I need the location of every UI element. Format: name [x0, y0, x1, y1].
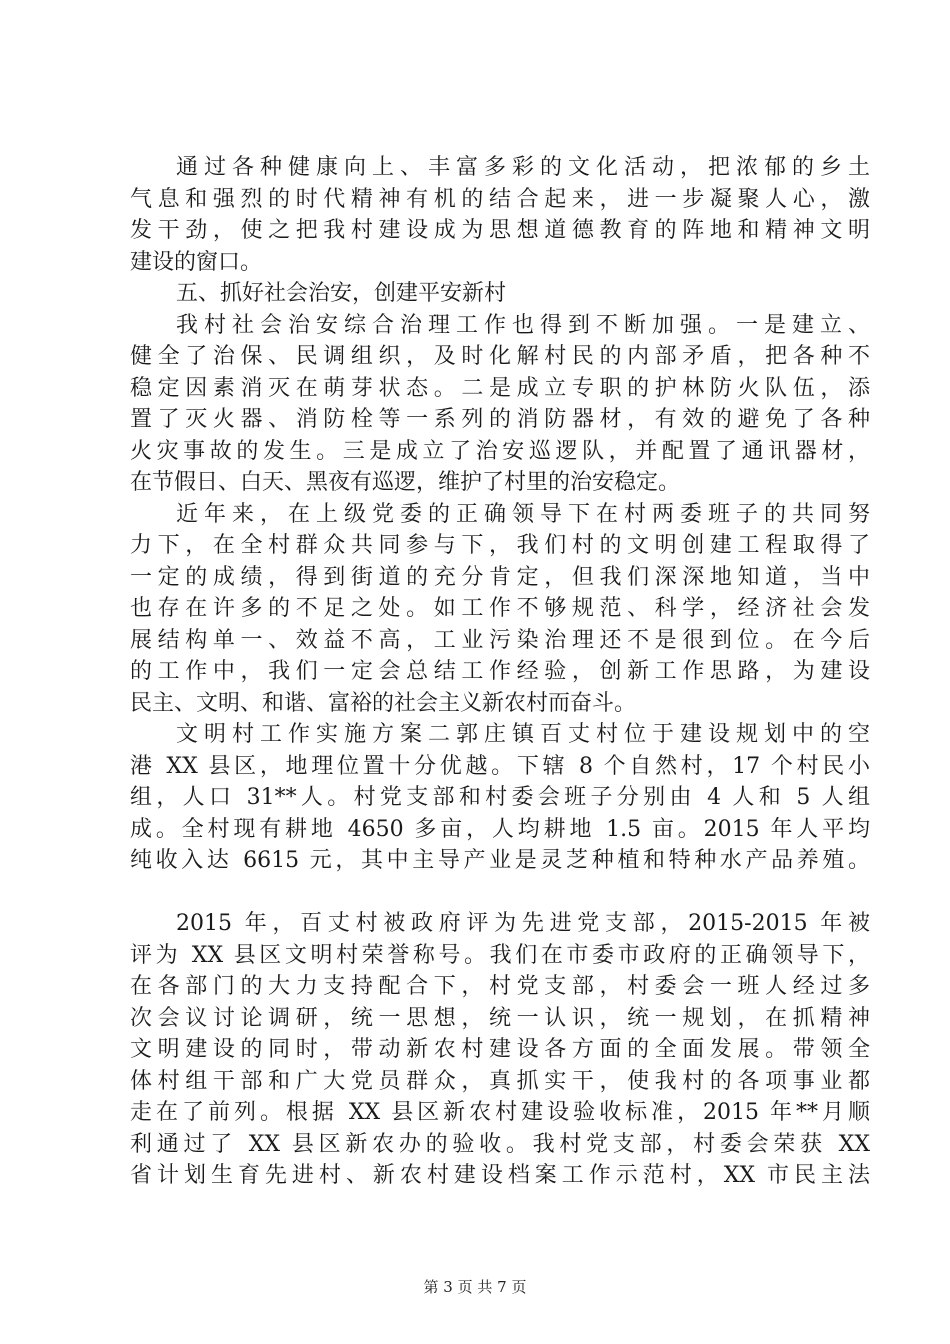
text-line: 展结构单一、效益不高，工业污染治理还不是很到位。在今后 [130, 627, 870, 653]
text-line: 也存在许多的不足之处。如工作不够规范、科学，经济社会发 [130, 596, 870, 621]
text-line: 2015 年，百丈村被政府评为先进党支部，2015-2015 年被 [176, 911, 870, 936]
text-line: 一定的成绩，得到街道的充分肯定，但我们深深地知道，当中 [130, 564, 870, 590]
text-line: 省计划生育先进村、新农村建设档案工作示范村，XX 市民主法 [130, 1163, 870, 1188]
text-line: 体村组干部和广大党员群众，真抓实干，使我村的各项事业都 [130, 1068, 870, 1094]
text-line: 置了灭火器、消防栓等一系列的消防器材，有效的避免了各种 [130, 407, 870, 432]
text-line: 成。全村现有耕地 4650 多亩，人均耕地 1.5 亩。2015 年人平均 [130, 816, 870, 842]
text-line: 五、抓好社会治安，创建平安新村 [176, 281, 507, 306]
page-footer: 第 3 页 共 7 页 [423, 1278, 527, 1296]
text-line: 力下，在全村群众共同参与下，我们村的文明创建工程取得了 [130, 533, 870, 558]
text-line: 民主、文明、和谐、富裕的社会主义新农村而奋斗。 [130, 690, 637, 716]
blank-line [130, 877, 870, 909]
text-line: 评为 XX 县区文明村荣誉称号。我们在市委市政府的正确领导下， [130, 942, 870, 968]
text-line: 港 XX 县区，地理位置十分优越。下辖 8 个自然村，17 个村民小 [130, 753, 870, 779]
text-line: 建设的窗口。 [130, 249, 263, 275]
text-line: 近年来，在上级党委的正确领导下在村两委班子的共同努 [176, 501, 870, 527]
text-line: 组，人口 31**人。村党支部和村委会班子分别由 4 人和 5 人组 [130, 785, 870, 810]
text-line: 通过各种健康向上、丰富多彩的文化活动，把浓郁的乡土 [176, 155, 870, 180]
text-line: 稳定因素消灭在萌芽状态。二是成立专职的护林防火队伍，添 [130, 375, 870, 401]
text-line: 健全了治保、民调组织，及时化解村民的内部矛盾，把各种不 [130, 344, 870, 369]
text-line: 文明村工作实施方案二郭庄镇百丈村位于建设规划中的空 [176, 722, 870, 747]
text-line: 利通过了 XX 县区新农办的验收。我村党支部，村委会荣获 XX [130, 1131, 870, 1157]
text-line: 走在了前列。根据 XX 县区新农村建设验收标准，2015 年**月顺 [130, 1100, 870, 1125]
text-line: 气息和强烈的时代精神有机的结合起来，进一步凝聚人心，激 [130, 186, 870, 212]
text-line: 我村社会治安综合治理工作也得到不断加强。一是建立、 [176, 312, 870, 338]
text-line: 在各部门的大力支持配合下，村党支部，村委会一班人经过多 [130, 974, 870, 999]
text-line: 发干劲，使之把我村建设成为思想道德教育的阵地和精神文明 [130, 218, 870, 243]
text-line: 在节假日、白天、黑夜有巡逻，维护了村里的治安稳定。 [130, 470, 681, 495]
text-line: 火灾事故的发生。三是成立了治安巡逻队，并配置了通讯器材， [130, 438, 870, 464]
text-line: 文明建设的同时，带动新农村建设各方面的全面发展。带领全 [130, 1037, 870, 1062]
text-line: 次会议讨论调研，统一思想，统一认识，统一规划，在抓精神 [130, 1005, 870, 1031]
text-line: 的工作中，我们一定会总结工作经验，创新工作思路，为建设 [130, 659, 870, 684]
text-line: 纯收入达 6615 元，其中主导产业是灵芝种植和特种水产品养殖。 [130, 848, 870, 873]
document-body [130, 152, 870, 1192]
